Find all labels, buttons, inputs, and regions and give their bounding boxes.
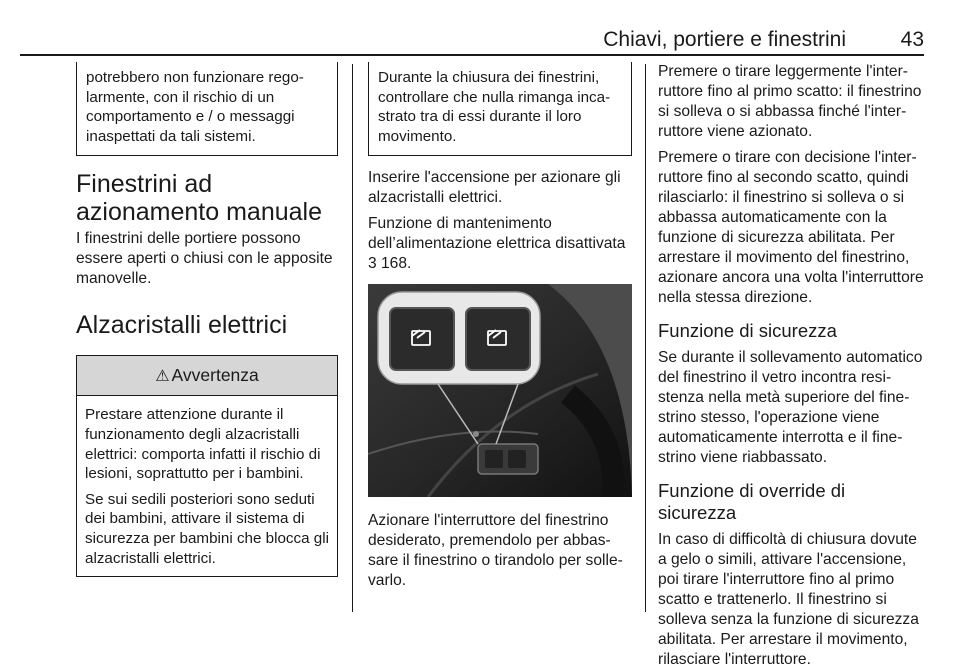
retained-power-label: Funzione di mantenimento dell’alimentazione elettrica disattivata xyxy=(368,215,626,253)
manual-windows-text: I finestrini delle portiere possono essere aperti o chiusi con le apposite manovelle. xyxy=(76,230,333,288)
header-rule xyxy=(20,54,924,56)
warning-triangle-icon: ⚠ xyxy=(155,367,170,385)
page-header xyxy=(20,24,924,54)
window-switch-photo xyxy=(368,284,632,497)
continued-warning-box xyxy=(76,62,338,156)
warning-paragraph: Se sui sedili posteriori sono seduti dei bambini, attivare il sistema di sicurezza per bambini che blocca gli alzacristalli elettrici. xyxy=(85,490,329,567)
safety-function-text: Se durante il sollevamento automatico del finestrino il vetro incontra resistenza nella metà superiore del finestrino stesso, l'operazione viene automaticamente interrotta e il finestrino viene riabbassato. xyxy=(658,349,923,466)
warning-continuation-text: potrebbero non funzionare regolarmente, con il rischio di un comportamento e / o messaggi inaspettati da tali sistemi. xyxy=(86,69,304,145)
continued-warning-box xyxy=(368,62,632,156)
first-detent-text: Premere o tirare leggermente l'interruttore fino al primo scatto: il finestrino si solleva o si abbassa finché l'interruttore viene azionato. xyxy=(658,63,922,140)
column-divider xyxy=(645,64,646,612)
heading-safety-function: Funzione di sicurezza xyxy=(658,320,837,341)
warning-title: Avvertenza xyxy=(171,365,259,386)
column-divider xyxy=(352,64,353,612)
page-reference-link[interactable]: 3 168. xyxy=(368,255,412,273)
retained-power-text xyxy=(368,214,632,274)
warning-continuation-text: Durante la chiusura dei finestrini, controllare che nulla rimanga incastrato tra di essi durante il loro movimento. xyxy=(378,69,611,145)
ignition-text: Inserire l'accensione per azionare gli alzacristalli elettrici. xyxy=(368,169,621,207)
heading-manual-windows: Finestrini ad azionamento manuale xyxy=(76,170,322,227)
section-title: Chiavi, portiere e finestrini xyxy=(603,28,846,51)
photo-illustration xyxy=(368,284,632,497)
page-number: 43 xyxy=(900,28,924,51)
warning-body xyxy=(77,396,337,576)
warning-header xyxy=(77,356,337,396)
column-2 xyxy=(368,62,632,591)
heading-electric-windows: Alzacristalli elettrici xyxy=(76,311,288,340)
column-3 xyxy=(658,62,926,670)
warning-paragraph: Prestare attenzione durante il funzionamento degli alzacristalli elettrici: comporta infatti il rischio di lesioni, soprattutto per i bambini. xyxy=(85,406,321,483)
column-1 xyxy=(76,62,338,577)
safety-override-text: In caso di difficoltà di chiusura dovute a gelo o simili, attivare l'accensione, poi tirare l'interruttore fino al primo scatto e trattenerlo. Il finestrino si solleva senza la funzione di sicurezza abilitata. Per arrestare il movimento, rilasciare l'interruttore. xyxy=(658,531,919,668)
heading-safety-override: Funzione di override di sicurezza xyxy=(658,480,846,523)
warning-box xyxy=(76,355,338,577)
operate-switch-text: Azionare l'interruttore del finestrino desiderato, premendolo per abbassare il finestrino o tirandolo per sollevarlo. xyxy=(368,512,623,590)
second-detent-text: Premere o tirare con decisione l'interruttore fino al secondo scatto, quindi rilasciarlo: il finestrino si solleva o si abbassa automaticamente con la funzione di sicurezza abilitata. Per arrestare il movimento del finestrino, azionare ancora una volta l'interruttore nella stessa direzione. xyxy=(658,149,924,306)
